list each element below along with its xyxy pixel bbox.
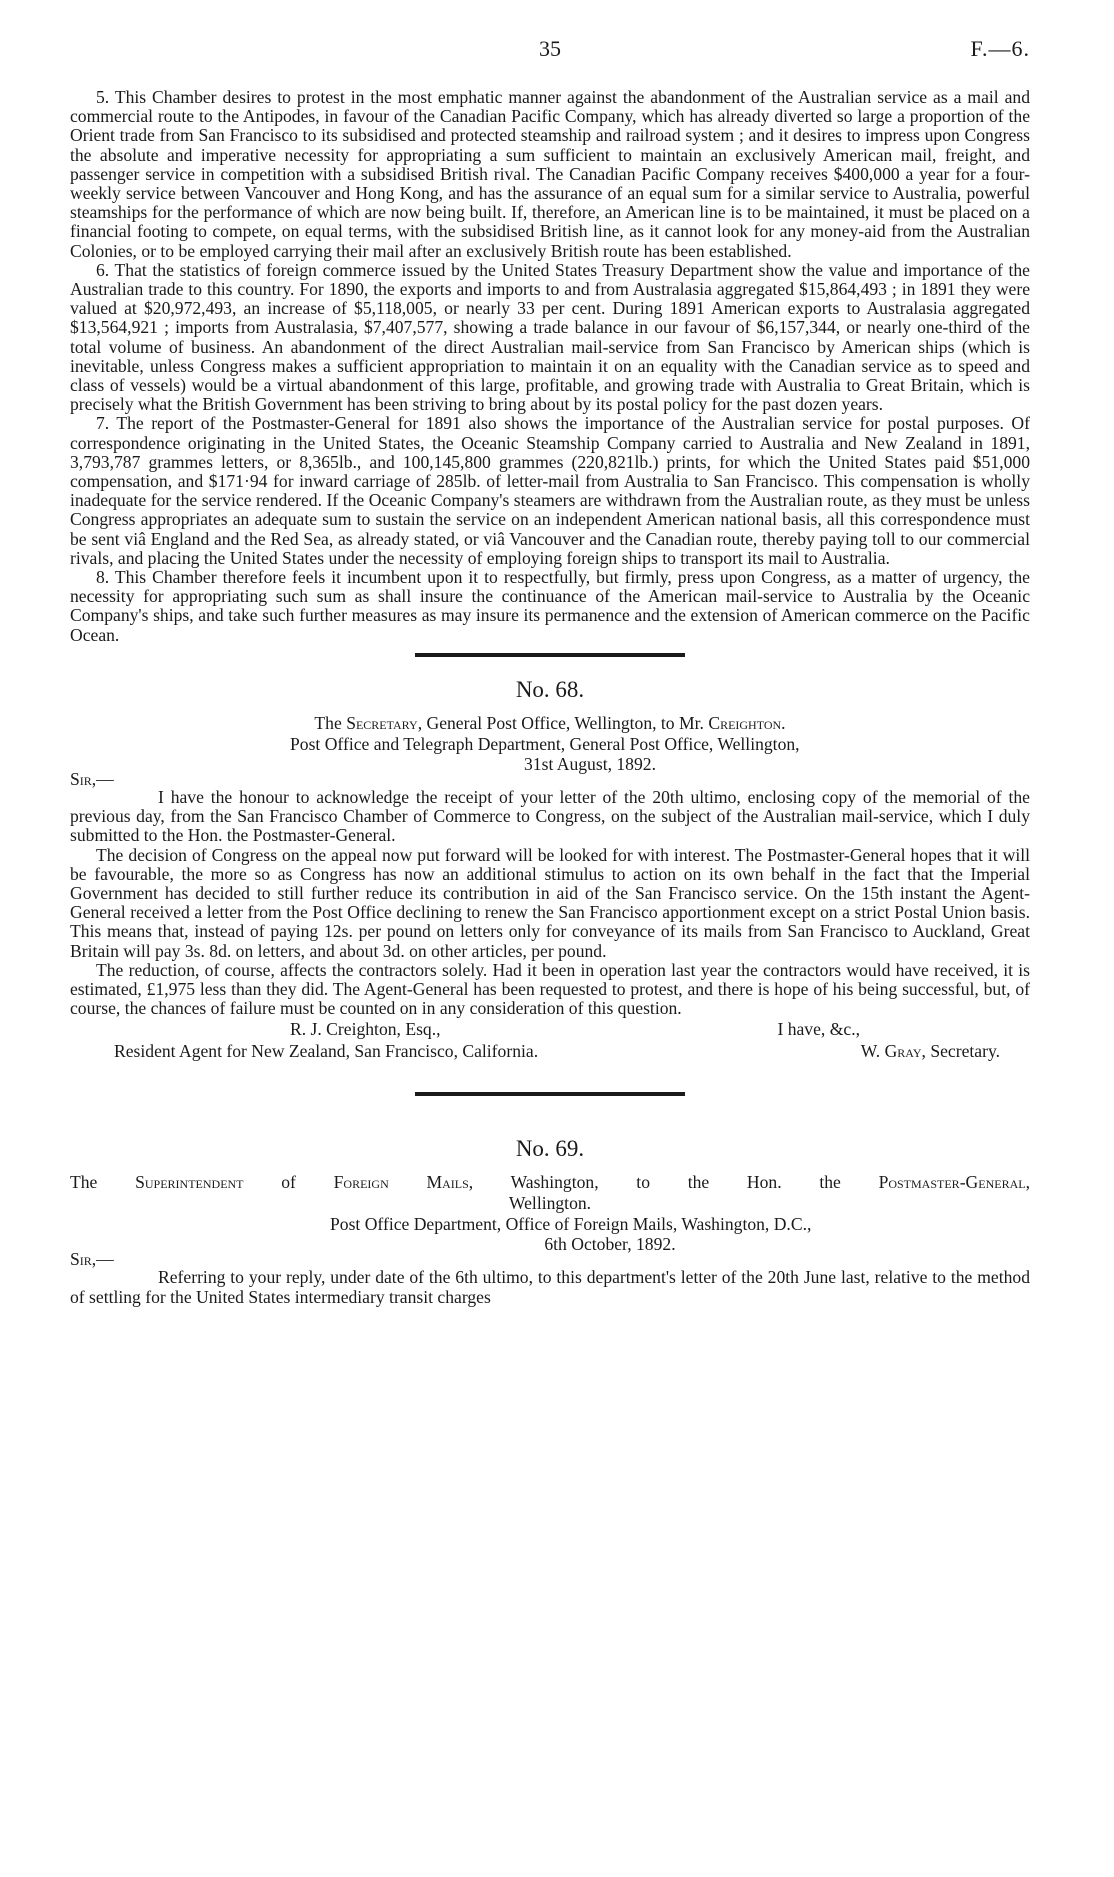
ident-text: ,: [1025, 1172, 1030, 1193]
letter-address: [330, 1214, 1030, 1254]
ident-text: of: [243, 1172, 334, 1193]
paragraph-7: 7. The report of the Postmaster-General for 1891 also shows the importance of the Australian service for postal purposes. Of correspondence originating in the United States, the Oceanic Steamship Company carried to Australia and New Zealand in 1891, 3,793,787 grammes letters, or 8,365lb., and 100,145,800 grammes (220,821lb.) prints, for which the United States paid $51,000 compensation, and $171·94 for inward carriage of 285lb. of letter-mail from Australia to San Francisco. This compensation is wholly inadequate for the service rendered. If the Oceanic Company's steamers are withdrawn from the Australian route, as they must be unless Congress appropriates an adequate sum to sustain the service on an independent American national basis, all this correspondence must be sent viâ England and the Red Sea, as already stated, or viâ Vancouver and the Canadian route, thereby paying toll to our commercial rivals, and placing the United States under the necessity of employing foreign ships to transport its mail to Australia.: [70, 413, 1030, 568]
letter-identification: [70, 713, 1030, 734]
page-content: [70, 88, 1030, 1307]
section-divider: [415, 653, 685, 657]
letter-paragraph: I have the honour to acknowledge the receipt of your letter of the 20th ultimo, enclosing copy of the memorial of the previous day, from the San Francisco Chamber of Commerce to Congress, on the subject of the Australian mail-service, which I duly submitted to the Hon. the Postmaster-General.: [70, 786, 1030, 846]
paragraph-5: 5. This Chamber desires to protest in the most emphatic manner against the abandonment of the Australian service as a mail and commercial route to the Antipodes, in favour of the Canadian Pacific Company, which has already diverted so large a proportion of the Orient trade from San Francisco to its subsidised and protected steamship and railroad system ; and it desires to impress upon Congress the absolute and imperative necessity for appropriating a sum sufficient to maintain an exclusively American mail, freight, and passenger service in competition with a subsidised British rival. The Canadian Pacific Company receives $400,000 a year for a four-weekly service between Vancouver and Hong Kong, and has the assurance of an equal sum for a similar service to Australia, powerful steamships for the performance of which are now being built. If, therefore, an American line is to be maintained, it must be placed on a financial footing to compete, on equal terms, with the subsidised British line, as it cannot look for any money-aid from the Australian Colonies, or to be employed carrying their mail after an exclusively British route has been established.: [70, 87, 1030, 261]
ident-text: The: [70, 1172, 136, 1193]
page-header: [70, 36, 1030, 66]
ident-text: , General Post Office, Wellington, to Mr.: [417, 712, 709, 733]
salutation: Sir,—: [70, 1249, 114, 1270]
page-number: 35: [539, 36, 561, 61]
closing: I have, &c.,: [777, 1019, 860, 1040]
letter-identification: [70, 1172, 1030, 1193]
letter-address: [290, 734, 1030, 774]
ident-sender-office: Foreign Mails: [333, 1172, 469, 1193]
ident-recipient: Creighton: [708, 712, 782, 733]
letter-paragraph: The reduction, of course, affects the contractors solely. Had it been in operation last year the contractors would have received, it is estimated, £1,975 less than they did. The Agent-General has been requested to protest, and there is hope of his being successful, but, of course, the chances of failure must be counted on in any consideration of this question.: [70, 959, 1030, 1019]
ident-text: The: [314, 712, 347, 733]
letter-number: No. 68.: [515, 676, 585, 702]
address-line: Post Office Department, Office of Foreign Mails, Washington, D.C.,: [330, 1214, 812, 1235]
signature: [861, 1040, 1000, 1062]
signature-name: W.: [860, 1041, 885, 1062]
signature-surname: Gray: [884, 1041, 922, 1062]
paragraph-6: 6. That the statistics of foreign commerce issued by the United States Treasury Department show the value and importance of the Australian trade to this country. For 1890, the exports and imports to and from Australasia aggregated $15,864,493 ; in 1891 they were valued at $20,972,493, an increase of $5,118,005, or nearly 33 per cent. During 1891 American exports to Australasia aggregated $13,564,921 ; imports from Australasia, $7,407,577, showing a trade balance in our favour of $6,157,344, or nearly one-third of the total volume of business. An abandonment of the direct Australian mail-service from San Francisco by American ships (which is inevitable, unless Congress makes a sufficient appropriation to maintain it on an equality with the Canadian service as to speed and class of vessels) would be a virtual abandonment of this large, profitable, and growing trade with Australia to Great Britain, which is precisely what the British Government has been striving to bring about by its postal policy for the past dozen years.: [70, 259, 1030, 415]
ident-sender: Superintendent: [135, 1172, 244, 1193]
address-line: Post Office and Telegraph Department, General Post Office, Wellington,: [290, 733, 800, 754]
letter-date: 31st August, 1892.: [524, 753, 656, 774]
memorial-continuation: [70, 88, 1030, 645]
letter-paragraph: Referring to your reply, under date of the 6th ultimo, to this department's letter of the 20th June last, relative to the method of settling for the United States intermediary transit charges: [70, 1267, 1030, 1307]
addressee-role: Resident Agent for New Zealand, San Francisco, California.: [114, 1041, 539, 1062]
ident-text: .: [781, 712, 786, 733]
signature-role: , Secretary.: [921, 1041, 1000, 1062]
salutation: Sir,—: [70, 768, 114, 789]
paragraph-8: 8. This Chamber therefore feels it incumbent upon it to respectfully, but firmly, press upon Congress, as a matter of urgency, the necessity for appropriating such sum as shall insure the continuance of the American mail-service to Australia by the Oceanic Company's ships, and take such further measures as may insure its permanence and the extension of American commerce on the Pacific Ocean.: [70, 567, 1030, 645]
letter-date: 6th October, 1892.: [544, 1234, 676, 1255]
section-divider: [415, 1092, 685, 1096]
ident-recipient: Postmaster-General: [878, 1172, 1026, 1193]
ident-text: , Washington, to the Hon. the: [468, 1172, 879, 1193]
letter-number: No. 69.: [515, 1136, 585, 1162]
letter-identification-line2: Wellington.: [508, 1193, 592, 1214]
letter-paragraph: The decision of Congress on the appeal now put forward will be looked for with interest. The Postmaster-General hopes that it will be favourable, the more so as Congress has now an additional stimulus to action on its own behalf in the fact that the Imperial Government has decided to still further reduce its contribution in aid of the San Francisco service. On the 15th instant the Agent-General received a letter from the Post Office declining to renew the San Francisco apportionment except on a strict Postal Union basis. This means that, instead of paying 12s. per pound on letters only for conveyance of its mails from San Francisco to Auckland, Great Britain will pay 3s. 8d. on letters, and about 3d. on other articles, per pound.: [70, 844, 1030, 961]
ident-sender: Secretary: [346, 712, 418, 733]
addressee-name: R. J. Creighton, Esq.,: [290, 1019, 441, 1040]
letter-no-69: [70, 1134, 1030, 1306]
letter-no-68: [70, 675, 1030, 1062]
signature-row: [70, 1040, 1030, 1062]
document-reference: F.—6.: [970, 36, 1030, 61]
signature-row: [70, 1018, 1030, 1040]
